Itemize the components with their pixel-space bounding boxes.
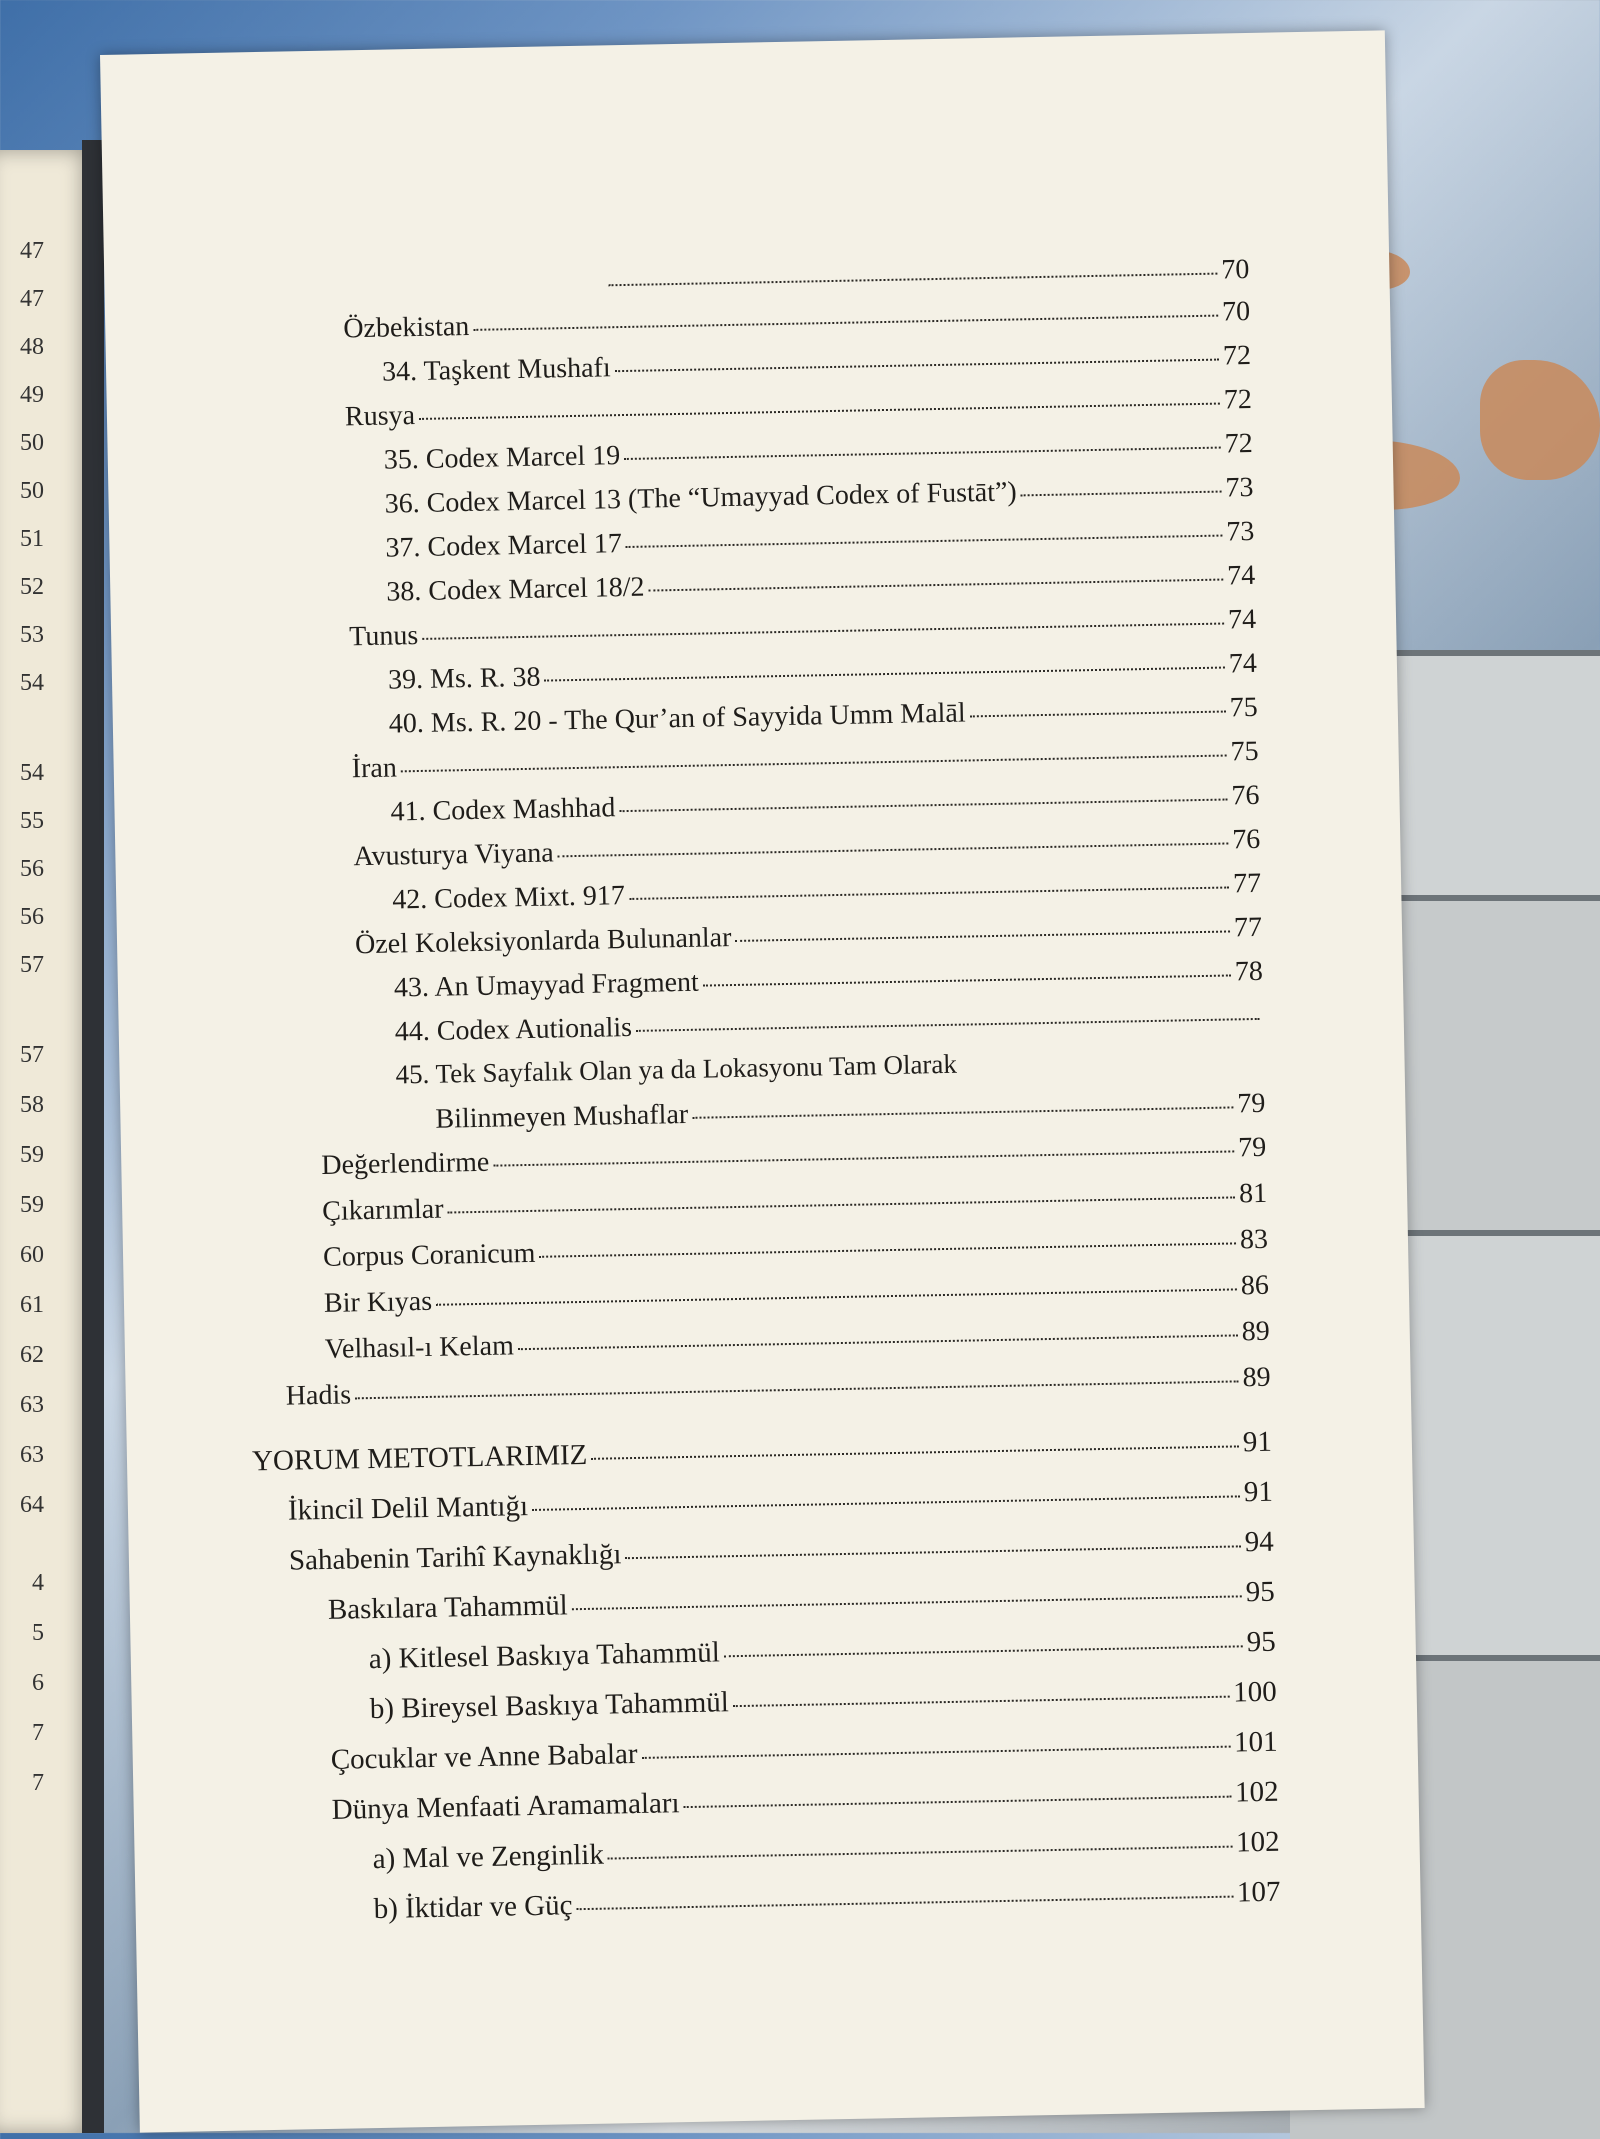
- toc-entry-page: 79: [1237, 1131, 1267, 1164]
- toc-leader-dots: [636, 1018, 1260, 1032]
- left-page-number: 49: [20, 382, 44, 408]
- left-page-number: 47: [20, 286, 44, 312]
- toc-entry-page: 91: [1243, 1475, 1274, 1509]
- left-page-number: 54: [20, 670, 44, 696]
- toc-leader-dots: [419, 403, 1220, 420]
- toc-entry-page: 72: [1224, 427, 1253, 460]
- toc-entry-page: 70: [1221, 253, 1250, 286]
- toc-entry-label: 45. Tek Sayfalık Olan ya da Lokasyonu Tam Olarak: [395, 1048, 958, 1090]
- left-page-number: 58: [20, 1092, 44, 1118]
- toc-leader-dots: [735, 930, 1230, 941]
- toc-leader-dots: [626, 535, 1223, 548]
- toc-entry: [324, 1269, 1269, 1321]
- toc-entry: [252, 1425, 1272, 1479]
- toc-entry: [351, 735, 1258, 786]
- toc-entry-page: 73: [1226, 515, 1255, 548]
- toc-entry: [349, 603, 1256, 654]
- left-page-number: 59: [20, 1192, 44, 1218]
- toc-leader-dots: [448, 1196, 1236, 1213]
- toc-entry-page: 73: [1225, 471, 1254, 504]
- toc-entry-page: 79: [1237, 1087, 1266, 1120]
- toc-entry: [389, 691, 1258, 742]
- toc-entry-page: 83: [1239, 1223, 1269, 1256]
- left-page-number: 53: [20, 622, 44, 648]
- toc-entry-label: 37. Codex Marcel 17: [385, 528, 623, 564]
- toc-entry: [343, 295, 1250, 346]
- left-page-number: 56: [20, 856, 44, 882]
- toc-entry-page: 76: [1231, 823, 1261, 856]
- toc-entry: [325, 1315, 1270, 1367]
- toc-entry-label: Tunus: [348, 620, 419, 653]
- toc-leader-dots: [1021, 491, 1222, 497]
- toc-leader-dots: [539, 1242, 1236, 1257]
- left-page-number: 48: [20, 334, 44, 360]
- toc-entry-label: Dünya Menfaati Aramamaları: [331, 1787, 680, 1826]
- toc-leader-dots: [629, 886, 1229, 900]
- toc-entry: [321, 1131, 1266, 1183]
- toc-entry: [345, 383, 1252, 434]
- toc-entry: [369, 1625, 1276, 1676]
- toc-entry-label: 43. An Umayyad Fragment: [393, 966, 700, 1004]
- toc-entry-page: 74: [1228, 647, 1258, 680]
- left-page-number: 7: [32, 1720, 44, 1746]
- toc-entry-page: 72: [1223, 383, 1253, 416]
- toc-entry-page: 77: [1233, 911, 1263, 944]
- toc-entry: [390, 779, 1259, 830]
- left-page-number: 6: [32, 1670, 44, 1696]
- toc-leader-dots: [624, 447, 1221, 460]
- toc-entry: [289, 1525, 1274, 1578]
- toc-entry-label: İran: [351, 752, 398, 785]
- left-page-number: 62: [20, 1342, 44, 1368]
- toc-leader-dots: [558, 842, 1229, 857]
- toc-entry: [394, 999, 1263, 1050]
- toc-entry-page: 89: [1241, 1315, 1271, 1348]
- toc-entry-label: Baskılara Tahammül: [327, 1589, 569, 1626]
- toc-leader-dots: [692, 1106, 1233, 1118]
- toc-entry-label: Bir Kıyas: [323, 1285, 433, 1319]
- toc-entry-label: 35. Codex Marcel 19: [383, 440, 621, 476]
- left-page-number: 47: [20, 238, 44, 264]
- toc-entry: [384, 427, 1253, 478]
- toc-leader-dots: [733, 1696, 1229, 1708]
- toc-leader-dots: [518, 1334, 1238, 1350]
- toc-leader-dots: [436, 1288, 1237, 1305]
- toc-entry-label: Hadis: [285, 1379, 352, 1412]
- toc-leader-dots: [684, 1796, 1232, 1809]
- toc-leader-dots: [355, 1380, 1239, 1399]
- toc-leader-dots: [473, 315, 1218, 331]
- toc-entry-page: 100: [1232, 1675, 1277, 1709]
- left-page-number: 54: [20, 760, 44, 786]
- toc-entry: [323, 1223, 1268, 1275]
- left-page-number: 55: [20, 808, 44, 834]
- toc-entry-label: 39. Ms. R. 38: [387, 661, 541, 696]
- toc-entry-label: Avusturya Viyana: [353, 837, 554, 873]
- toc-entry-label: b) İktidar ve Güç: [373, 1889, 573, 1926]
- toc-leader-dots: [532, 1495, 1240, 1511]
- toc-leader-dots: [422, 623, 1224, 640]
- toc-leader-dots: [577, 1896, 1234, 1911]
- toc-entry-label: İkincil Delil Mantığı: [287, 1490, 529, 1527]
- toc-entry-page: 91: [1242, 1425, 1273, 1459]
- toc-entry-page: 101: [1233, 1725, 1278, 1759]
- toc-leader-dots: [572, 1595, 1242, 1610]
- toc-entry: [385, 515, 1254, 566]
- toc-entry: [373, 1875, 1280, 1926]
- toc-entry: [355, 911, 1262, 962]
- toc-entry-label: Çocuklar ve Anne Babalar: [330, 1737, 638, 1776]
- left-page-number: 7: [32, 1770, 44, 1796]
- left-page-number: 4: [32, 1570, 44, 1596]
- toc-entry: [388, 647, 1257, 698]
- toc-entry: [392, 867, 1261, 918]
- toc-entry-page: 77: [1232, 867, 1262, 900]
- toc-entry-label: 40. Ms. R. 20 - The Qur’an of Sayyida Umm Malāl: [388, 697, 966, 740]
- toc-entry-label: Sahabenin Tarihî Kaynaklığı: [288, 1538, 622, 1577]
- toc-entry-page: 72: [1222, 339, 1252, 372]
- toc-entry: [288, 1475, 1273, 1528]
- toc-entry: [328, 1575, 1275, 1627]
- rust-stain-2: [1480, 360, 1600, 480]
- toc-leader-dots: [493, 1150, 1234, 1166]
- left-page-number: 57: [20, 952, 44, 978]
- toc-entry: [604, 253, 1250, 299]
- toc-entry-label: Özel Koleksiyonlarda Bulunanlar: [354, 922, 732, 961]
- toc-leader-dots: [625, 1545, 1240, 1559]
- toc-entry-page: 75: [1230, 735, 1259, 768]
- toc-entry-label: 34. Taşkent Mushafı: [381, 352, 611, 388]
- toc-entry-page: 89: [1242, 1361, 1271, 1394]
- toc-entry-label: a) Kitlesel Baskıya Tahammül: [368, 1636, 721, 1676]
- toc-entry-page: 76: [1231, 779, 1260, 812]
- toc-entry-label: Değerlendirme: [321, 1146, 490, 1181]
- left-page-number: 51: [20, 526, 44, 552]
- toc-entry: [372, 1825, 1279, 1876]
- toc-entry-label: Bilinmeyen Mushaflar: [435, 1098, 689, 1135]
- left-page-number: 63: [20, 1392, 44, 1418]
- toc-entry-label: 44. Codex Autionalis: [394, 1011, 633, 1048]
- toc-entry-label: 42. Codex Mixt. 917: [391, 880, 626, 916]
- toc-entry-page: 107: [1236, 1875, 1281, 1909]
- left-page-number: 60: [20, 1242, 44, 1268]
- toc-entry-label: 38. Codex Marcel 18/2: [386, 571, 645, 608]
- toc-entry-page: 94: [1244, 1525, 1275, 1559]
- left-page-number: 64: [20, 1492, 44, 1518]
- toc-entry-label: a) Mal ve Zenginlik: [372, 1838, 605, 1876]
- toc-leader-dots: [545, 667, 1225, 682]
- toc-entry: [353, 823, 1260, 874]
- toc-entry-page: 95: [1245, 1575, 1276, 1609]
- toc-entry-label: Özbekistan: [343, 310, 470, 345]
- toc-entry-label: Velhasıl-ı Kelam: [324, 1330, 515, 1365]
- toc-entry-label: b) Bireysel Baskıya Tahammül: [369, 1686, 730, 1726]
- toc-entry: [435, 1087, 1265, 1137]
- toc-page: [100, 30, 1425, 2132]
- left-page-number: 52: [20, 574, 44, 600]
- toc-entry: [384, 471, 1253, 522]
- toc-leader-dots: [649, 579, 1224, 592]
- toc-entry-page: 102: [1234, 1775, 1279, 1809]
- toc-leader-dots: [615, 359, 1219, 373]
- left-page-number: 50: [20, 478, 44, 504]
- toc-entry: [394, 955, 1263, 1006]
- toc-entry-page: 78: [1234, 955, 1264, 988]
- toc-leader-dots: [703, 974, 1231, 986]
- left-page-number: 59: [20, 1142, 44, 1168]
- left-page-number: 56: [20, 904, 44, 930]
- toc-leader-dots: [724, 1645, 1243, 1657]
- toc-entry: [369, 1675, 1276, 1726]
- toc-entry-page: 70: [1221, 295, 1251, 328]
- toc-entry-label: Corpus Coranicum: [322, 1237, 536, 1273]
- book-gutter: [82, 140, 104, 2133]
- toc-entry-page: 86: [1240, 1269, 1270, 1302]
- toc-entry-label: YORUM METOTLARIMIZ: [251, 1438, 588, 1478]
- toc-leader-dots: [619, 798, 1227, 812]
- toc-entry-page: 74: [1227, 603, 1257, 636]
- toc-entry: [285, 1361, 1270, 1414]
- left-page-number: 63: [20, 1442, 44, 1468]
- toc-entry-page: 74: [1226, 559, 1256, 592]
- left-page-number: 5: [32, 1620, 44, 1646]
- toc-entry-page: 75: [1229, 691, 1259, 724]
- left-page-number: 61: [20, 1292, 44, 1318]
- toc-entry-page: 102: [1235, 1825, 1280, 1859]
- toc-leader-dots: [608, 1846, 1232, 1860]
- toc-entry-label: Çıkarımlar: [321, 1193, 444, 1227]
- toc-leader-dots: [401, 755, 1227, 773]
- toc-entry-label: 36. Codex Marcel 13 (The “Umayyad Codex of Fustāt”): [384, 476, 1018, 520]
- toc-entry-page: 95: [1246, 1625, 1276, 1659]
- left-page-number: 57: [20, 1042, 44, 1068]
- toc-entry-page: 81: [1238, 1177, 1268, 1210]
- left-facing-page: [0, 150, 95, 2133]
- toc-entry-label: Rusya: [344, 400, 416, 433]
- toc-entry: [322, 1177, 1267, 1229]
- toc-entry: [382, 339, 1251, 390]
- left-page-number: 50: [20, 430, 44, 456]
- toc-leader-dots: [970, 711, 1226, 718]
- toc-entry: [386, 559, 1255, 610]
- toc-leader-dots: [608, 273, 1217, 287]
- toc-leader-dots: [642, 1746, 1231, 1759]
- toc-entry: [330, 1725, 1277, 1777]
- toc-leader-dots: [591, 1445, 1239, 1459]
- toc-entry: [331, 1775, 1278, 1827]
- toc-entry-label: 41. Codex Mashhad: [390, 792, 616, 828]
